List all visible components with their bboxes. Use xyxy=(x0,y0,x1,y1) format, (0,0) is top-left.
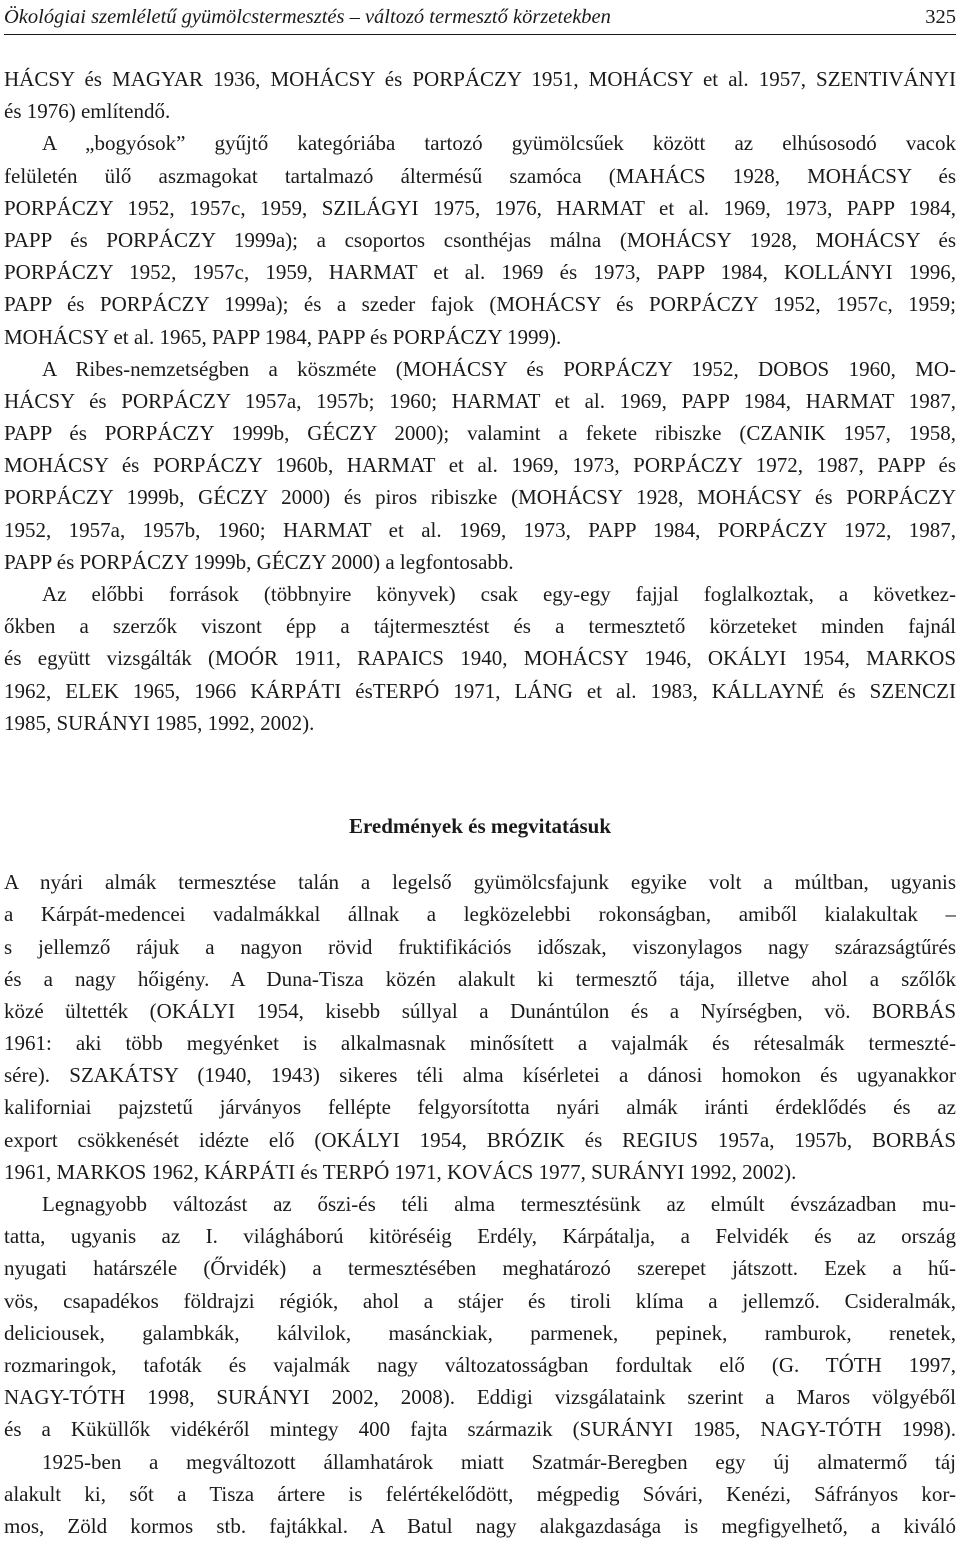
text-line: MOHÁCSY et al. 1965, PAPP 1984, PAPP és PORPÁCZY 1999). xyxy=(4,324,562,349)
text-line: a Kárpát-medencei vadalmákkal állnak a legközelebbi rokonságban, amiből kialakultak – xyxy=(4,902,956,927)
text-line: rozmaringok, tafoták és vajalmák nagy változatosságban fordultak elő (G. TÓTH 1997, xyxy=(4,1352,956,1377)
text-line: és a nagy hőigény. A Duna-Tisza közén alakult ki termesztő tája, illetve ahol a szőlők xyxy=(4,966,956,991)
text-line: sére). SZAKÁTSY (1940, 1943) sikeres téli alma kísérletei a dánosi homokon és ugyanakkor xyxy=(4,1063,956,1088)
text-line: s jellemző rájuk a nagyon rövid fruktifikációs időszak, viszonylagos nagy szárazságtűrés xyxy=(4,934,956,959)
text-line: alakult ki, sőt a Tisza ártere is felértékelődött, mégpedig Sóvári, Kenézi, Sáfrányos kor- xyxy=(4,1481,956,1506)
text-line: 1985, SURÁNYI 1985, 1992, 2002). xyxy=(4,710,315,735)
text-line: és a Küküllők vidékéről mintegy 400 fajta származik (SURÁNYI 1985, NAGY-TÓTH 1998). xyxy=(4,1417,956,1442)
text-line: mos, Zöld kormos stb. fajtákkal. A Batul nagy alakgazdasága is megfigyelhető, a kiváló xyxy=(4,1513,956,1538)
text-line: kaliforniai pajzstetű járványos fellépte felgyorsította nyári almák iránti érdeklődés és az xyxy=(4,1095,956,1120)
text-line: 1925-ben a megváltozott államhatárok miatt Szatmár-Beregben egy új almatermő táj xyxy=(42,1449,956,1474)
text-line: és 1976) említendő. xyxy=(4,99,171,124)
text-line: HÁCSY és MAGYAR 1936, MOHÁCSY és PORPÁCZY 1951, MOHÁCSY et al. 1957, SZENTIVÁNYI xyxy=(4,67,956,91)
section-spacer xyxy=(4,842,956,866)
text-line: Az előbbi források (többnyire könyvek) csak egy-egy fajjal foglalkoztak, a következ- xyxy=(42,582,956,606)
text-line: 1961: aki több megyénket is alkalmasnak minősített a vajalmák és rétesalmák termeszté- xyxy=(4,1031,956,1056)
text-line: vös, csapadékos földrajzi régiók, ahol a stájer és tiroli klíma a jellemző. Csideralmák, xyxy=(4,1288,956,1313)
section-heading: Eredmények és megvitatásuk xyxy=(348,813,612,838)
text-line: PAPP és PORPÁCZY 1999a); a csoportos csonthéjas málna (MOHÁCSY 1928, MOHÁCSY és xyxy=(4,227,956,252)
text-line: 1962, ELEK 1965, 1966 KÁRPÁTI ésTERPÓ 1971, LÁNG et al. 1983, KÁLLAYNÉ és SZENCZI xyxy=(4,678,956,703)
text-line: A nyári almák termesztése talán a legelső gyümölcsfajunk egyike volt a múltban, ugyanis xyxy=(4,870,956,895)
text-line: közé ültették (OKÁLYI 1954, kisebb súllyal a Dunántúlon és a Nyírségben, vö. BORBÁS xyxy=(4,998,956,1023)
text-line: felületén ülő aszmagokat tartalmazó áltermésű szamóca (MAHÁCS 1928, MOHÁCSY és xyxy=(4,163,956,188)
text-line: PAPP és PORPÁCZY 1999b, GÉCZY 2000); valamint a fekete ribiszke (CZANIK 1957, 1958, xyxy=(4,421,956,446)
text-line: Legnagyobb változást az őszi-és téli alma termesztésünk az elmúlt évszázadban mu- xyxy=(42,1192,956,1216)
text-line: PAPP és PORPÁCZY 1999a); és a szeder fajok (MOHÁCSY és PORPÁCZY 1952, 1957c, 1959; xyxy=(4,292,956,317)
text-line: NAGY-TÓTH 1998, SURÁNYI 2002, 2008). Eddigi vizsgálataink szerint a Maros völgyéből xyxy=(4,1385,956,1410)
text-line: PORPÁCZY 1999b, GÉCZY 2000) és piros ribiszke (MOHÁCSY 1928, MOHÁCSY és PORPÁCZY xyxy=(4,485,956,510)
running-title: Ökológiai szemléletű gyümölcstermesztés – változó termesztő körzetekben xyxy=(4,6,611,28)
text-line: A Ribes-nemzetségben a köszméte (MOHÁCSY és PORPÁCZY 1952, DOBOS 1960, MO- xyxy=(42,356,956,381)
text-line: A „bogyósok” gyűjtő kategóriába tartozó gyümölcsűek között az elhúsosodó vacok xyxy=(42,131,956,156)
text-line: export csökkenését idézte elő (OKÁLYI 1954, BRÓZIK és REGIUS 1957a, 1957b, BORBÁS xyxy=(4,1127,956,1152)
text-line: 1952, 1957a, 1957b, 1960; HARMAT et al. 1969, 1973, PAPP 1984, PORPÁCZY 1972, 1987, xyxy=(4,517,956,542)
text-line: MOHÁCSY és PORPÁCZY 1960b, HARMAT et al. 1969, 1973, PORPÁCZY 1972, 1987, PAPP és xyxy=(4,453,956,478)
text-line: deliciousek, galambkák, kálvilok, masánckiak, parmenek, pepinek, ramburok, renetek, xyxy=(4,1320,956,1345)
body-text xyxy=(4,63,956,1542)
text-line: PORPÁCZY 1952, 1957c, 1959, HARMAT et al. 1969 és 1973, PAPP 1984, KOLLÁNYI 1996, xyxy=(4,260,956,285)
running-header xyxy=(4,4,956,35)
page-number: 325 xyxy=(925,6,956,28)
section-spacer xyxy=(4,739,956,810)
text-line: tatta, ugyanis az I. világháború kitöréséig Erdély, Kárpátalja, a Felvidék és az ország xyxy=(4,1224,956,1249)
text-line: PORPÁCZY 1952, 1957c, 1959, SZILÁGYI 1975, 1976, HARMAT et al. 1969, 1973, PAPP 1984, xyxy=(4,195,956,220)
text-line: őkben a szerzők viszont épp a tájtermesztést és a termesztető körzeteket minden fajnál xyxy=(4,614,956,639)
text-line: HÁCSY és PORPÁCZY 1957a, 1957b; 1960; HARMAT et al. 1969, PAPP 1984, HARMAT 1987, xyxy=(4,388,956,413)
text-line: 1961, MARKOS 1962, KÁRPÁTI és TERPÓ 1971, KOVÁCS 1977, SURÁNYI 1992, 2002). xyxy=(4,1159,797,1184)
text-line: nyugati határszéle (Őrvidék) a termesztésében meghatározó szerepet játszott. Ezek a hű- xyxy=(4,1256,956,1281)
text-line: és együtt vizsgálták (MOÓR 1911, RAPAICS 1940, MOHÁCSY 1946, OKÁLYI 1954, MARKOS xyxy=(4,646,956,671)
text-line: PAPP és PORPÁCZY 1999b, GÉCZY 2000) a legfontosabb. xyxy=(4,549,514,574)
